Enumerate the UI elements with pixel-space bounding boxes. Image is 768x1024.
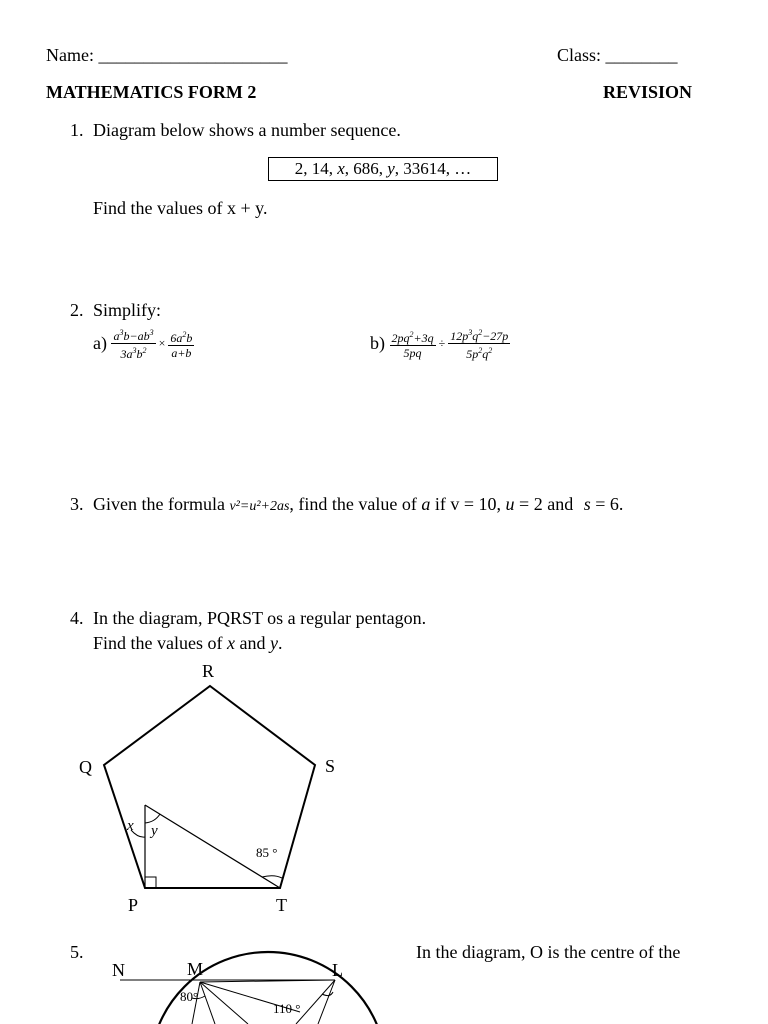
q5-text: In the diagram, O is the centre of the [416, 942, 681, 962]
circle-shape [150, 952, 386, 1024]
q4-line2-before: Find the values of [93, 633, 223, 653]
q3-text-u: = 2 and [519, 494, 574, 514]
angle-110-label: 110 ° [273, 1001, 301, 1016]
q2-text: Simplify: [93, 300, 162, 320]
subject-heading: MATHEMATICS FORM 2 [46, 82, 257, 102]
point-l: L [332, 960, 343, 980]
point-m: M [187, 959, 204, 979]
q2a-fraction-2: $\frac{6a^2b}{a+b}$ [170, 329, 193, 360]
sequence-part-1: 2, 14, [294, 159, 338, 178]
multiply-sign: × [158, 336, 166, 350]
q1-number: 1. [70, 120, 84, 140]
q4-line1: In the diagram, PQRST os a regular pentagon. [93, 608, 427, 628]
q1-task: Find the values of x + y. [93, 198, 268, 218]
q3-var-s: s [583, 494, 591, 514]
formula: v²=u²+2as [229, 499, 290, 514]
class-blank: ________ [605, 45, 678, 65]
name-blank: _____________________ [98, 45, 288, 65]
name-label: Name: [46, 45, 94, 65]
q2-number: 2. [70, 300, 84, 320]
angle-x-label: x [127, 818, 134, 834]
q4-number: 4. [70, 608, 84, 628]
q3-var-a: a [421, 494, 431, 514]
divide-sign: ÷ [438, 336, 446, 350]
vertex-t: T [276, 895, 287, 915]
vertex-r: R [202, 661, 215, 681]
q3-text-before: Given the formula [93, 494, 225, 514]
q3-text-if: if v = 10, [434, 494, 502, 514]
line-l-down-1 [296, 980, 335, 1024]
q2b-label: b) [370, 333, 385, 353]
q1-text: Diagram below shows a number sequence. [93, 120, 401, 140]
vertex-q: Q [79, 757, 92, 777]
sequence-part-3: , 33614, … [394, 159, 472, 178]
sequence-part-2: , 686, [344, 159, 388, 178]
q3-text-s: = 6. [595, 494, 624, 514]
vertex-p: P [128, 895, 139, 915]
q4-var-y: y [269, 633, 278, 653]
line-l-down-2 [318, 980, 335, 1024]
q2b-fraction-2: $\frac{12p^3q^2-27p}{5p^2q^2}$ [450, 328, 509, 361]
q2a-fraction-1: $\frac{a^3b-ab^3}{3a^3b^2}$ [113, 328, 154, 361]
angle-y-label: y [151, 823, 158, 839]
q4-var-x: x [226, 633, 235, 653]
revision-heading: REVISION [603, 82, 693, 102]
q2b-fraction-1: $\frac{2pq^2+3q}{5pq}$ [391, 329, 434, 360]
class-label: Class: [557, 45, 602, 65]
angle-85-label: 85 ° [256, 845, 278, 860]
vertex-s: S [325, 756, 336, 776]
q3-var-u: u [505, 494, 515, 514]
q3-text-mid: , find the value of [289, 494, 417, 514]
q5-number: 5. [70, 942, 84, 962]
point-n: N [112, 960, 125, 980]
q4-and: and [239, 633, 266, 653]
sequence-y: y [387, 159, 395, 178]
q4-period: . [277, 633, 283, 653]
angle-80-label: 80° [180, 989, 199, 1004]
q3-number: 3. [70, 494, 84, 514]
q2a-label: a) [93, 333, 107, 353]
sequence-x: x [337, 159, 345, 178]
